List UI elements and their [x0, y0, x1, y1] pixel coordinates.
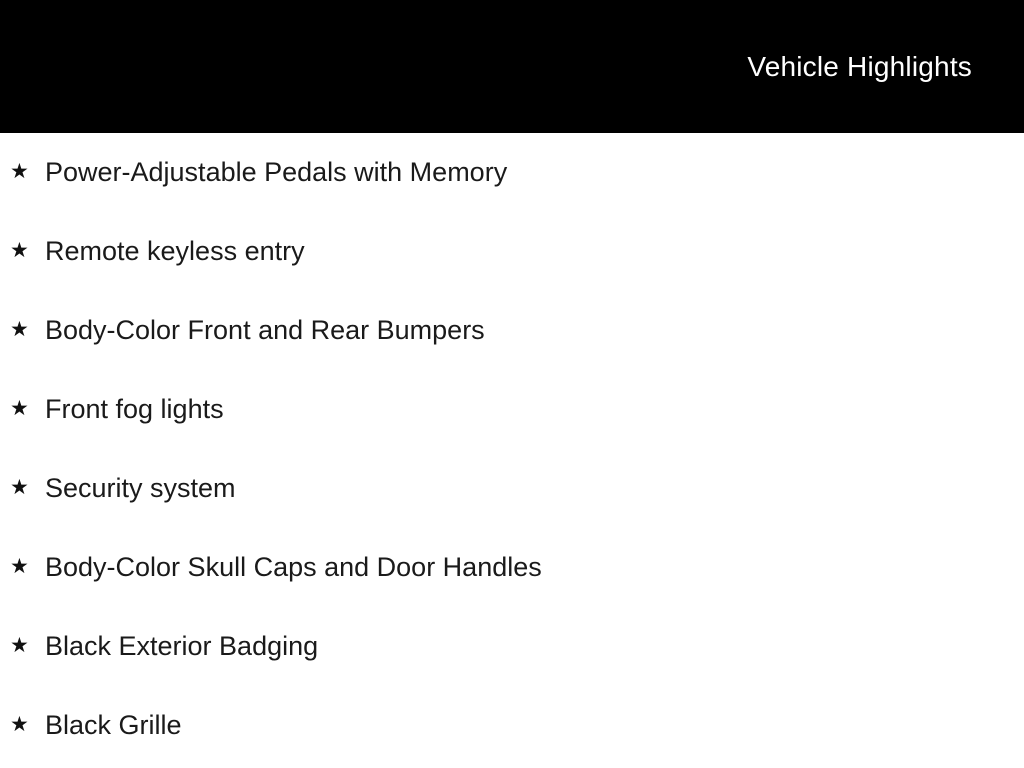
list-item-label: Black Exterior Badging	[45, 631, 319, 661]
list-item	[10, 553, 1024, 581]
list-item	[10, 711, 1024, 739]
star-icon: ★	[10, 634, 29, 657]
list-item	[10, 474, 1024, 502]
star-icon: ★	[10, 555, 29, 578]
list-item-label: Body-Color Skull Caps and Door Handles	[45, 552, 542, 582]
list-item-label: Security system	[45, 473, 236, 503]
star-icon: ★	[10, 476, 29, 499]
list-item-label: Power-Adjustable Pedals with Memory	[45, 157, 508, 187]
highlights-list	[0, 133, 1024, 739]
star-icon: ★	[10, 397, 29, 420]
list-item-label: Front fog lights	[45, 394, 224, 424]
star-icon: ★	[10, 160, 29, 183]
list-item	[10, 395, 1024, 423]
star-icon: ★	[10, 713, 29, 736]
list-item	[10, 632, 1024, 660]
list-item	[10, 316, 1024, 344]
header-bar	[0, 0, 1024, 133]
page-title: Vehicle Highlights	[747, 50, 972, 82]
list-item-label: Black Grille	[45, 710, 182, 740]
list-item-label: Body-Color Front and Rear Bumpers	[45, 315, 485, 345]
list-item-label: Remote keyless entry	[45, 236, 305, 266]
list-item	[10, 158, 1024, 186]
star-icon: ★	[10, 239, 29, 262]
star-icon: ★	[10, 318, 29, 341]
list-item	[10, 237, 1024, 265]
